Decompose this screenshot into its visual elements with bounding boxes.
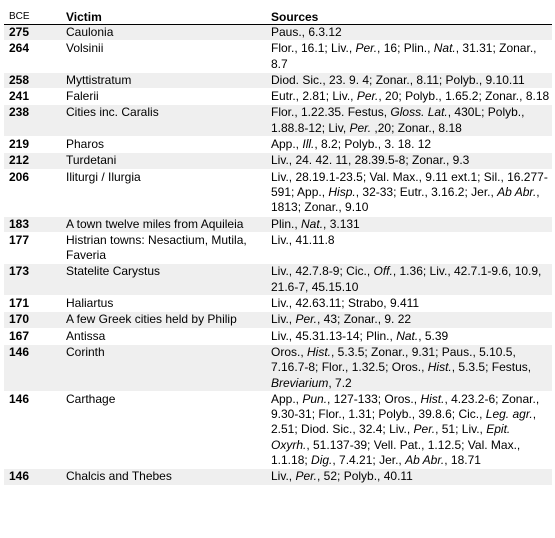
victim-cell: Chalcis and Thebes — [66, 469, 172, 484]
sources-cell: Liv., 24. 42. 11, 28.39.5-8; Zonar., 9.3 — [271, 153, 470, 168]
year-cell: 206 — [9, 169, 30, 184]
table-header — [4, 9, 552, 25]
header-row — [4, 9, 552, 25]
year-cell: 258 — [9, 72, 30, 87]
table-row — [4, 328, 552, 344]
sources-cell: Liv., 41.11.8 — [271, 232, 335, 247]
table-row — [4, 264, 552, 296]
table-row — [4, 312, 552, 328]
year-cell: 171 — [9, 296, 30, 311]
victim-cell: Statelite Carystus — [66, 264, 161, 279]
table-row — [4, 216, 552, 232]
table-row — [4, 296, 552, 312]
victim-cell: Pharos — [66, 137, 105, 152]
sources-cell: Liv., 42.63.11; Strabo, 9.411 — [271, 296, 420, 311]
victim-cell: Haliartus — [66, 296, 114, 311]
sources-cell: Paus., 6.3.12 — [271, 25, 342, 39]
year-cell: 219 — [9, 137, 30, 152]
table-row — [4, 25, 552, 41]
sources-cell: App., Ill., 8.2; Polyb., 3. 18. 12 — [271, 137, 432, 152]
sources-cell: Plin., Nat., 3.131 — [271, 216, 360, 231]
year-cell: 183 — [9, 216, 30, 231]
table-row — [4, 41, 552, 73]
sources-cell: App., Pun., 127-133; Oros., Hist., 4.23.2-6; Zonar., 9.30-31; Flor., 1.31; Polyb., 39.8.6; Cic., Leg. agr., 2.51; Diod. Sic., 32.4; Liv., Per., 51; Liv., Epit. Oxyrh., 51.137-39; Vell. Pat., 1.12.5; Val. Max., 1.1.18; Dig., 7.4.21; Jer., Ab Abr., 18.71 — [271, 391, 540, 468]
table-row — [4, 72, 552, 88]
sources-cell: Liv., 45.31.13-14; Plin., Nat., 5.39 — [271, 328, 449, 343]
victim-cell: Histrian towns: Nesactium, Mutila, Faveria — [66, 232, 247, 263]
sources-cell: Diod. Sic., 23. 9. 4; Zonar., 8.11; Polyb., 9.10.11 — [271, 72, 525, 87]
table-row — [4, 153, 552, 169]
table-row — [4, 344, 552, 391]
table-row — [4, 232, 552, 264]
victim-cell: Volsinii — [66, 41, 104, 56]
year-cell: 177 — [9, 232, 30, 247]
year-cell: 167 — [9, 328, 30, 343]
year-cell: 238 — [9, 105, 30, 120]
table-row — [4, 89, 552, 105]
victim-cell: Myttistratum — [66, 72, 132, 87]
year-cell: 212 — [9, 153, 30, 168]
sources-cell: Eutr., 2.81; Liv., Per., 20; Polyb., 1.65.2; Zonar., 8.18 — [271, 89, 550, 104]
victim-cell: Turdetani — [66, 153, 117, 168]
victim-cell: Corinth — [66, 344, 105, 359]
year-cell: 146 — [9, 344, 30, 359]
victim-cell: A few Greek cities held by Philip — [66, 312, 237, 327]
sources-cell: Flor., 1.22.35. Festus, Gloss. Lat., 430L; Polyb., 1.88.8-12; Liv, Per. ,20; Zonar., 8.18 — [271, 105, 525, 135]
sources-cell: Flor., 16.1; Liv., Per., 16; Plin., Nat., 31.31; Zonar., 8.7 — [271, 41, 537, 71]
table-row — [4, 137, 552, 153]
victim-cell: Carthage — [66, 391, 116, 406]
victim-cell: Iliturgi / Ilurgia — [66, 169, 141, 184]
table-row — [4, 469, 552, 485]
table-row — [4, 105, 552, 137]
header-year: BCE — [9, 11, 30, 22]
sources-cell: Liv., Per., 43; Zonar., 9. 22 — [271, 312, 412, 327]
table-body — [4, 25, 552, 486]
year-cell: 173 — [9, 264, 30, 279]
header-victim: Victim — [66, 10, 102, 24]
year-cell: 146 — [9, 391, 30, 406]
sources-cell: Liv., 28.19.1-23.5; Val. Max., 9.11 ext.1; Sil., 16.277-591; App., Hisp., 32-33; Eutr., 3.16.2; Jer., Ab Abr., 1813; Zonar., 9.10 — [271, 169, 548, 215]
sources-cell: Liv., 42.7.8-9; Cic., Off., 1.36; Liv., 42.7.1-9.6, 10.9, 21.6-7, 45.15.10 — [271, 264, 542, 294]
victims-table — [4, 9, 552, 486]
sources-cell: Oros., Hist., 5.3.5; Zonar., 9.31; Paus., 5.10.5, 7.16.7-8; Flor., 1.32.5; Oros., Hist., 5.3.5; Festus, Breviarium, 7.2 — [271, 344, 532, 390]
sources-cell: Liv., Per., 52; Polyb., 40.11 — [271, 469, 413, 484]
year-cell: 146 — [9, 469, 30, 484]
victim-cell: Antissa — [66, 328, 106, 343]
year-cell: 264 — [9, 41, 30, 56]
victim-cell: Caulonia — [66, 25, 114, 39]
table-row — [4, 169, 552, 216]
year-cell: 170 — [9, 312, 30, 327]
victim-cell: A town twelve miles from Aquileia — [66, 216, 244, 231]
header-sources: Sources — [271, 10, 319, 24]
table-row — [4, 391, 552, 468]
victim-cell: Cities inc. Caralis — [66, 105, 159, 120]
year-cell: 241 — [9, 89, 30, 104]
victim-cell: Falerii — [66, 89, 99, 104]
year-cell: 275 — [9, 25, 30, 39]
